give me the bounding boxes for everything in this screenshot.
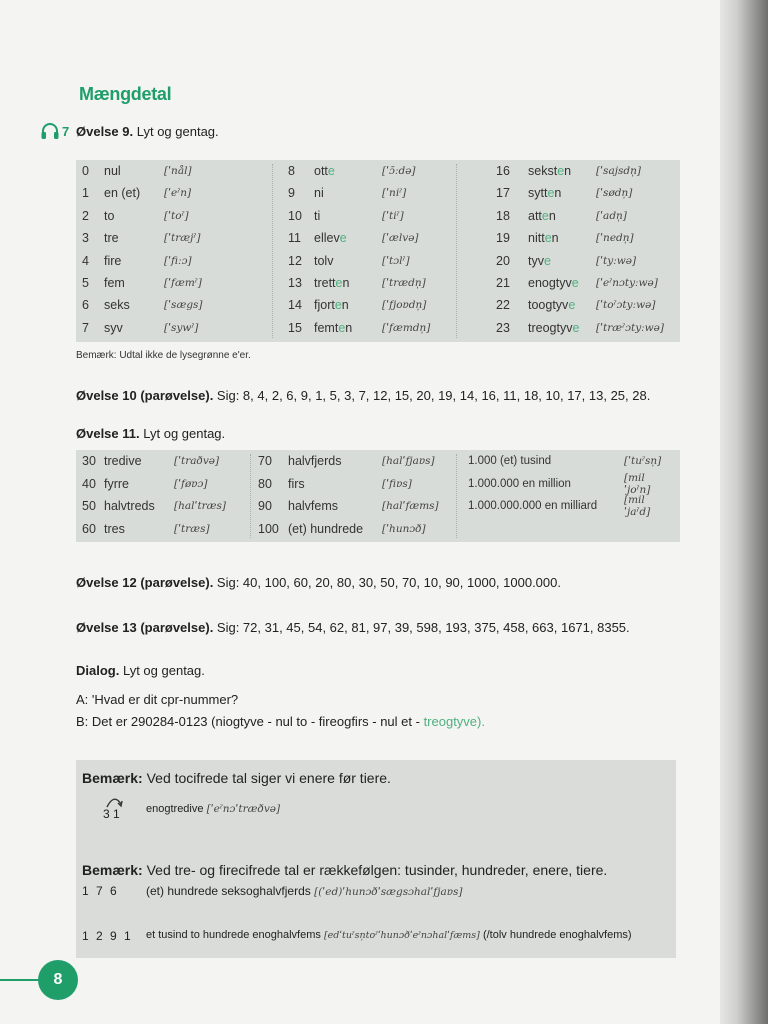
pronunciation: [ˈtrædn̩] (382, 277, 426, 289)
headphones-icon (40, 122, 60, 140)
number-word: tolv (314, 253, 334, 268)
number-row (288, 227, 468, 249)
number-row (82, 227, 262, 249)
tens-row (468, 473, 668, 495)
number-row (288, 294, 468, 316)
pronunciation: [ˈfiːɔ] (164, 254, 192, 267)
tens-row (82, 518, 282, 540)
remark-1-ipa: [ˈeˀnɔˈtræðvə] (206, 803, 281, 815)
remark-2-example-1 (146, 884, 462, 898)
dialog-instruction: Lyt og gentag. (119, 663, 205, 678)
remark-2-example-2-text: et tusind to hundrede enoghalvfems (146, 929, 321, 941)
numeral: 15 (288, 320, 302, 335)
number-row (82, 160, 262, 182)
number-word: 1.000.000.000 en milliard (468, 500, 598, 513)
numeral: 14 (288, 298, 302, 313)
number-row (496, 227, 676, 249)
numeral: 12 (288, 253, 302, 268)
exercise-10-heading (76, 388, 650, 403)
remark-1-label: Bemærk: (82, 770, 143, 786)
number-word: nul (104, 164, 121, 178)
pronunciation: [ˈadn̩] (596, 209, 627, 222)
number-row (496, 205, 676, 227)
pronunciation: [ˈtoˀ] (164, 209, 189, 222)
pronunciation: [ˈeˀn] (164, 187, 192, 200)
numeral: 11 (288, 231, 301, 246)
pronunciation: [ˈnedn̩] (596, 232, 634, 245)
tens-row (468, 450, 668, 472)
number-word: toogtyve (528, 298, 576, 313)
number-word: sytten (528, 186, 562, 201)
pronunciation: [ˈhunɔð] (382, 522, 426, 535)
numeral: 22 (496, 298, 510, 313)
number-word: atten (528, 208, 556, 223)
audio-track[interactable] (40, 122, 69, 140)
numeral: 13 (288, 276, 302, 290)
page-edge-shadow (720, 0, 768, 1024)
remark-1-word: enogtredive (146, 803, 204, 815)
pronunciation-note: Bemærk: Udtal ikke de lysegrønne e'er. (76, 350, 251, 361)
numeral: 90 (258, 499, 272, 514)
numeral: 10 (288, 208, 302, 223)
numeral: 80 (258, 476, 272, 491)
silent-e: e (572, 320, 580, 335)
remark-1 (82, 770, 391, 786)
exercise-10-label: Øvelse 10 (parøvelse). (76, 388, 214, 403)
exercise-11-text: Lyt og gentag. (139, 426, 226, 441)
number-word: tre (104, 231, 119, 246)
remark-1-example (146, 803, 280, 815)
silent-e: e (338, 320, 346, 335)
numeral: 19 (496, 231, 510, 246)
number-word: elleve (314, 231, 347, 246)
exercise-13-text: Sig: 72, 31, 45, 54, 62, 81, 97, 39, 598, 193, 375, 458, 663, 1671, 8355. (213, 620, 630, 635)
pronunciation: [ˈeˀnɔtyːwə] (596, 277, 658, 289)
number-row (288, 250, 468, 272)
number-word: en (et) (104, 186, 141, 201)
exercise-9-label: Øvelse 9. (76, 124, 134, 139)
remark-2-example-1-ipa: [(ˈed)ˈhunɔðˈsægsɔhalˈfjaɐs] (314, 886, 463, 898)
pronunciation: [milˈjaˀd] (624, 494, 651, 519)
pronunciation: [ˈfiɐs] (382, 477, 412, 490)
pronunciation: [halˈtræs] (174, 500, 227, 513)
section-title: Mængdetal (79, 84, 172, 104)
page-number: 8 (38, 960, 78, 1000)
pronunciation: [halˈfjaɐs] (382, 455, 435, 467)
silent-e: e (334, 298, 342, 313)
pronunciation: [ˈsywˀ] (164, 321, 199, 334)
number-word: to (104, 208, 115, 223)
exercise-11-heading (76, 426, 225, 441)
tens-row (82, 450, 282, 472)
number-word: seks (104, 298, 130, 313)
number-word: otte (314, 164, 335, 178)
numeral: 50 (82, 499, 96, 514)
number-row (82, 294, 262, 316)
number-word: treogtyve (528, 320, 580, 335)
number-row (496, 160, 676, 182)
number-row (82, 317, 262, 339)
number-word: femten (314, 320, 353, 335)
number-word: fem (104, 276, 125, 290)
number-row (82, 182, 262, 204)
number-row (82, 250, 262, 272)
number-word: tredive (104, 454, 142, 468)
pronunciation: [ˈtræs] (174, 522, 210, 535)
number-row (496, 317, 676, 339)
remark-1-text: Ved tocifrede tal siger vi enere før tiere. (142, 770, 391, 786)
pronunciation: [ˈtuˀsn̩] (624, 455, 662, 467)
tens-row (258, 518, 458, 540)
number-row (288, 160, 468, 182)
silent-e: e (571, 276, 579, 290)
number-word: fyrre (104, 476, 129, 491)
number-row (82, 205, 262, 227)
pronunciation: [ˈtraðvə] (174, 455, 220, 467)
number-word: firs (288, 476, 305, 491)
exercise-12-text: Sig: 40, 100, 60, 20, 80, 30, 50, 70, 10, 90, 1000, 1000.000. (213, 575, 561, 590)
silent-e: e (547, 186, 555, 201)
silent-e: e (335, 276, 343, 290)
exercise-12-label: Øvelse 12 (parøvelse). (76, 575, 214, 590)
exercise-9-heading (76, 124, 219, 139)
numeral: 60 (82, 521, 96, 536)
number-word: syv (104, 320, 123, 335)
pronunciation: [ˈtoˀɔtyːwə] (596, 299, 656, 312)
pronunciation: [ˈɔ̄ːdə] (382, 165, 416, 177)
exercise-13-label: Øvelse 13 (parøvelse). (76, 620, 214, 635)
exercise-12-heading (76, 575, 561, 590)
number-word: halvtreds (104, 499, 155, 514)
pronunciation: [halˈfæms] (382, 500, 439, 513)
numeral: 21 (496, 276, 510, 290)
remark-2-example-2 (146, 929, 632, 941)
number-row (496, 272, 676, 294)
tens-row (258, 495, 458, 517)
numeral: 30 (82, 454, 96, 468)
numeral: 9 (288, 186, 295, 201)
silent-e: e (557, 164, 565, 178)
pronunciation: [ˈtɔlˀ] (382, 254, 410, 267)
number-word: tretten (314, 276, 350, 290)
pronunciation: [ˈsægs] (164, 299, 203, 312)
number-word: ni (314, 186, 324, 201)
remark-2-example-2-alt: (/tolv hundrede enoghalvfems) (482, 929, 632, 941)
dialog-line-b-end: ). (477, 714, 485, 729)
number-row (288, 205, 468, 227)
number-row (288, 182, 468, 204)
pronunciation: [ˈnål] (164, 165, 192, 177)
numeral: 3 (82, 231, 89, 246)
numeral: 1 (82, 186, 89, 201)
exercise-13-heading (76, 620, 630, 635)
tens-row (258, 473, 458, 495)
number-row (496, 294, 676, 316)
remark-2-label: Bemærk: (82, 862, 143, 878)
number-row (288, 272, 468, 294)
number-word: fjorten (314, 298, 349, 313)
pronunciation: [ˈsajsdn̩] (596, 165, 641, 177)
silent-e: e (327, 164, 335, 178)
numeral: 6 (82, 298, 89, 313)
number-word: enogtyve (528, 276, 579, 290)
pronunciation: [ˈfæmdn̩] (382, 321, 431, 334)
pronunciation: [ˈfæmˀ] (164, 277, 202, 289)
tens-row (468, 495, 668, 517)
number-word: 1.000 (et) tusind (468, 455, 552, 467)
silent-e: e (339, 231, 347, 246)
numeral: 4 (82, 253, 89, 268)
pronunciation: [ˈtiˀ] (382, 209, 404, 222)
numeral: 0 (82, 164, 89, 178)
silent-e: e (544, 231, 552, 246)
number-row (82, 272, 262, 294)
dialog-line-a: A: 'Hvad er dit cpr-nummer? (76, 692, 239, 707)
number-word: (et) hundrede (288, 521, 364, 536)
number-word: tyve (528, 253, 551, 268)
number-word: ti (314, 208, 321, 223)
pronunciation: [ˈælvə] (382, 232, 419, 245)
number-word: nitten (528, 231, 559, 246)
dialog-label: Dialog. (76, 663, 120, 678)
remark-2-text: Ved tre- og firecifrede tal er rækkefølgen: tusinder, hundreder, enere, tiere. (142, 862, 608, 878)
remark-2-example-1-number: 1 7 6 (82, 884, 119, 898)
number-row (496, 182, 676, 204)
page-number-rule (0, 979, 40, 981)
pronunciation: [ˈtyːwə] (596, 254, 637, 267)
numeral: 17 (496, 186, 510, 201)
number-word: halvfjerds (288, 454, 342, 468)
remark-2-example-1-text: (et) hundrede seksoghalvfjerds (146, 884, 311, 898)
silent-e: e (543, 253, 551, 268)
exercise-11-label: Øvelse 11. (76, 426, 140, 441)
pronunciation: [ˈtræˀɔtyːwə] (596, 321, 664, 334)
exercise-10-text: Sig: 8, 4, 2, 6, 9, 1, 5, 3, 7, 12, 15, 20, 19, 14, 16, 11, 18, 10, 17, 13, 25, 28. (213, 388, 651, 403)
number-word: halvfems (288, 499, 339, 514)
column-divider (272, 164, 273, 338)
number-row (496, 250, 676, 272)
remark-2-example-2-ipa: [edˈtuˀsn̩toˀˈhunɔðˈeˀnɔhalˈfæms] (323, 930, 480, 941)
number-word: seksten (528, 164, 572, 178)
numeral: 7 (82, 320, 89, 335)
remark-1-digits: 3 1 (103, 807, 120, 821)
numeral: 100 (258, 521, 279, 536)
dialog-line-b-text: B: Det er 290284-0123 (niogtyve - nul to - fireogfirs - nul et - (76, 714, 424, 729)
numeral: 70 (258, 454, 272, 468)
pronunciation: [ˈsødn̩] (596, 187, 633, 200)
audio-track-number: 7 (62, 123, 70, 139)
number-row (288, 317, 468, 339)
silent-e: e (541, 208, 549, 223)
silent-e: e (568, 298, 576, 313)
remark-2-example-2-number: 1 2 9 1 (82, 929, 133, 943)
tens-row (258, 450, 458, 472)
numeral: 16 (496, 164, 510, 178)
pronunciation: [ˈføɐɔ] (174, 477, 208, 490)
dialog-heading (76, 663, 205, 678)
numeral: 5 (82, 276, 89, 290)
pronunciation: [ˈtræjˀ] (164, 232, 201, 245)
tens-row (82, 495, 282, 517)
number-word: fire (104, 253, 122, 268)
pronunciation: [ˈfjoɐdn̩] (382, 299, 427, 312)
numeral: 2 (82, 208, 89, 223)
tens-row (82, 473, 282, 495)
number-word: tres (104, 521, 125, 536)
numeral: 20 (496, 253, 510, 268)
pronunciation: [ˈniˀ] (382, 187, 407, 200)
exercise-9-text: Lyt og gentag. (133, 124, 219, 139)
numeral: 40 (82, 476, 96, 491)
numeral: 23 (496, 320, 510, 335)
remark-2 (82, 862, 607, 878)
dialog-line-b (76, 714, 485, 729)
pronunciation: [milˈjoˀn] (624, 471, 651, 496)
numeral: 18 (496, 208, 510, 223)
numeral: 8 (288, 164, 295, 178)
dialog-line-b-highlight: treogtyve (423, 714, 478, 729)
number-word: 1.000.000 en million (468, 477, 571, 490)
